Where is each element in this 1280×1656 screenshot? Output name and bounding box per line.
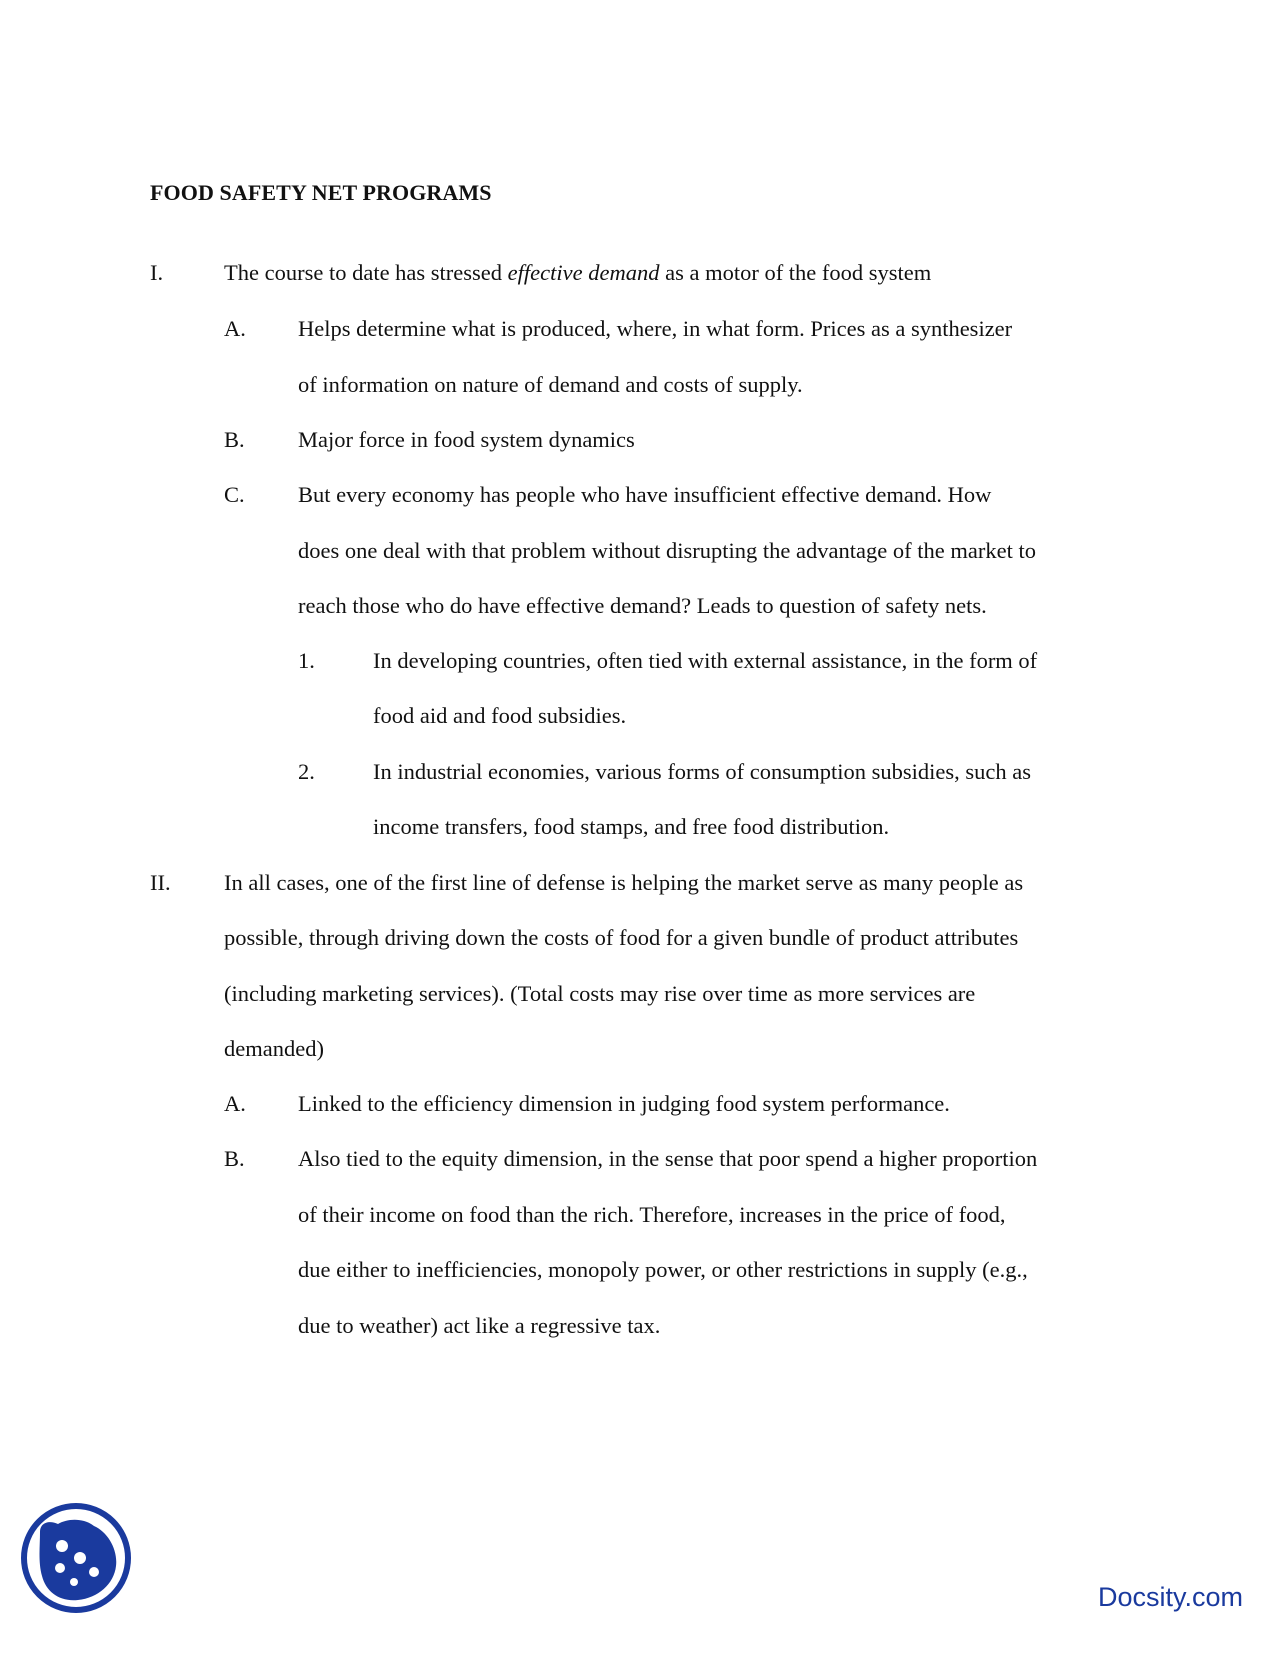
section-text-part: The course to date has stressed xyxy=(224,260,508,285)
section-text xyxy=(224,262,931,285)
item-text: Helps determine what is produced, where, in what form. Prices as a synthesizer xyxy=(298,316,1013,341)
document-title: FOOD SAFETY NET PROGRAMS xyxy=(150,180,492,205)
item-marker: A. xyxy=(224,1091,246,1116)
subitem-marker: 2. xyxy=(298,759,315,784)
subitem-text: In industrial economies, various forms of consumption subsidies, such as xyxy=(373,759,1032,784)
emphasized-term: effective demand xyxy=(507,260,660,285)
subitem-marker: 1. xyxy=(298,648,315,673)
item-marker: C. xyxy=(224,482,245,507)
section-text-part: as a motor of the food system xyxy=(659,260,932,285)
item-marker: A. xyxy=(224,316,246,341)
docsity-logo-icon xyxy=(20,1502,132,1614)
item-text: due to weather) act like a regressive tax. xyxy=(298,1313,661,1338)
item-text: reach those who do have effective demand? Leads to question of safety nets. xyxy=(298,593,987,618)
item-marker: B. xyxy=(224,427,245,452)
item-text: of their income on food than the rich. Therefore, increases in the price of food, xyxy=(298,1202,1006,1227)
item-text: Linked to the efficiency dimension in judging food system performance. xyxy=(298,1091,950,1116)
item-marker: B. xyxy=(224,1146,245,1171)
item-text: of information on nature of demand and costs of supply. xyxy=(298,372,803,397)
subitem-text: income transfers, food stamps, and free food distribution. xyxy=(373,814,890,839)
item-text: Major force in food system dynamics xyxy=(298,427,635,452)
item-text: due either to inefficiencies, monopoly power, or other restrictions in supply (e.g., xyxy=(298,1257,1028,1282)
section-text: In all cases, one of the first line of defense is helping the market serve as many people as xyxy=(224,870,1024,895)
section-text: demanded) xyxy=(224,1036,324,1061)
item-text: Also tied to the equity dimension, in the sense that poor spend a higher proportion xyxy=(298,1146,1038,1171)
docsity-brand-link[interactable]: Docsity.com xyxy=(1098,1582,1244,1612)
item-text: But every economy has people who have insufficient effective demand. How xyxy=(298,482,992,507)
section-marker: I. xyxy=(150,260,164,285)
subitem-text: food aid and food subsidies. xyxy=(373,703,627,728)
item-text: does one deal with that problem without disrupting the advantage of the market to xyxy=(298,538,1036,563)
section-marker: II. xyxy=(150,870,171,895)
section-text: (including marketing services). (Total costs may rise over time as more services are xyxy=(224,981,976,1006)
subitem-text: In developing countries, often tied with external assistance, in the form of xyxy=(373,648,1038,673)
section-text: possible, through driving down the costs of food for a given bundle of product attributes xyxy=(224,925,1019,950)
